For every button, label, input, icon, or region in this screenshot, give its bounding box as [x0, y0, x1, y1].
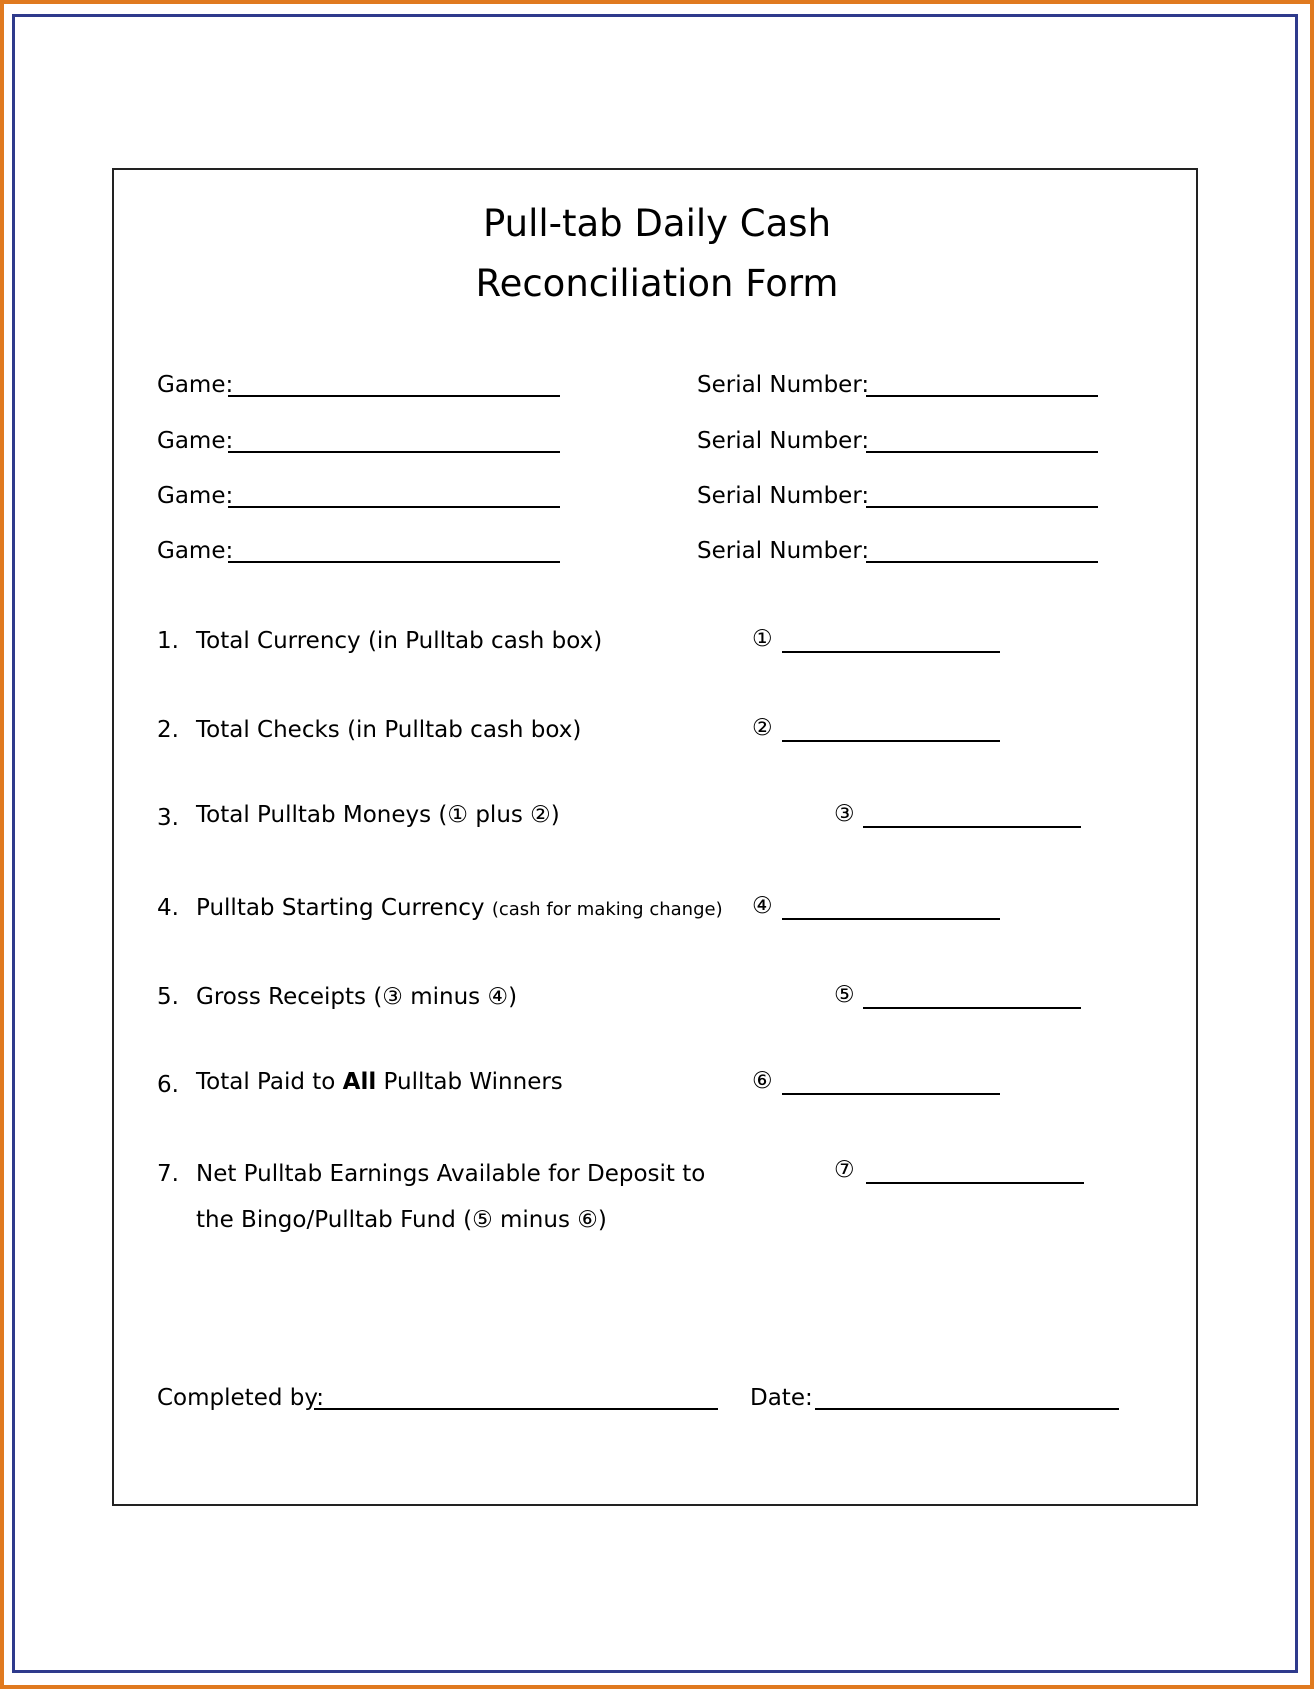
item-label	[196, 893, 723, 925]
item-label-pre: Total Paid to	[196, 1069, 343, 1095]
form-border	[112, 168, 1198, 1506]
item-marker: ④	[752, 893, 773, 919]
item-marker: ②	[752, 715, 773, 741]
item-number: 2.	[157, 717, 179, 743]
item-label: Total Checks (in Pulltab cash box)	[196, 717, 582, 743]
item-amount-field[interactable]	[782, 1093, 1000, 1095]
item-amount-field[interactable]	[782, 918, 1000, 920]
completed-by-field[interactable]	[314, 1408, 718, 1410]
item-amount-field[interactable]	[863, 826, 1081, 828]
item-number: 5.	[157, 984, 179, 1010]
item-number: 4.	[157, 895, 179, 921]
item-marker: ⑦	[834, 1157, 855, 1183]
item-amount-field[interactable]	[866, 1182, 1084, 1184]
serial-field[interactable]	[866, 395, 1098, 397]
item-number: 3.	[157, 805, 179, 831]
serial-label: Serial Number:	[697, 428, 870, 454]
item-amount-field[interactable]	[863, 1007, 1081, 1009]
item-label-note: (cash for making change)	[491, 899, 723, 920]
game-field[interactable]	[228, 561, 560, 563]
item-number: 6.	[157, 1072, 179, 1098]
form-title-line1: Pull-tab Daily Cash	[482, 202, 832, 245]
game-label: Game:	[157, 538, 234, 564]
completed-by-label: Completed by:	[157, 1385, 325, 1411]
item-label: Total Currency (in Pulltab cash box)	[196, 628, 603, 654]
game-field[interactable]	[228, 451, 560, 453]
serial-label: Serial Number:	[697, 483, 870, 509]
serial-label: Serial Number:	[697, 538, 870, 564]
item-label-line2: the Bingo/Pulltab Fund (⑤ minus ⑥)	[196, 1207, 607, 1233]
date-field[interactable]	[815, 1408, 1119, 1410]
item-marker: ①	[752, 626, 773, 652]
item-label: Total Pulltab Moneys (① plus ②)	[196, 802, 560, 828]
item-label: Net Pulltab Earnings Available for Deposit to	[196, 1161, 706, 1187]
form-title-line2: Reconciliation Form	[475, 262, 839, 305]
item-label-bold: All	[342, 1069, 377, 1095]
item-marker: ③	[834, 801, 855, 827]
item-label: Gross Receipts (③ minus ④)	[196, 984, 518, 1010]
serial-field[interactable]	[866, 561, 1098, 563]
item-label	[196, 1067, 563, 1097]
item-marker: ⑤	[834, 982, 855, 1008]
item-amount-field[interactable]	[782, 651, 1000, 653]
item-label-post: Pulltab Winners	[376, 1069, 563, 1095]
item-amount-field[interactable]	[782, 740, 1000, 742]
item-label-main: Pulltab Starting Currency	[196, 895, 485, 921]
game-field[interactable]	[228, 506, 560, 508]
item-number: 7.	[157, 1161, 179, 1187]
item-marker: ⑥	[752, 1068, 773, 1094]
game-label: Game:	[157, 428, 234, 454]
game-label: Game:	[157, 483, 234, 509]
game-field[interactable]	[228, 395, 560, 397]
serial-label: Serial Number:	[697, 372, 870, 398]
serial-field[interactable]	[866, 506, 1098, 508]
serial-field[interactable]	[866, 451, 1098, 453]
date-label: Date:	[750, 1385, 813, 1411]
game-label: Game:	[157, 372, 234, 398]
item-number: 1.	[157, 628, 179, 654]
